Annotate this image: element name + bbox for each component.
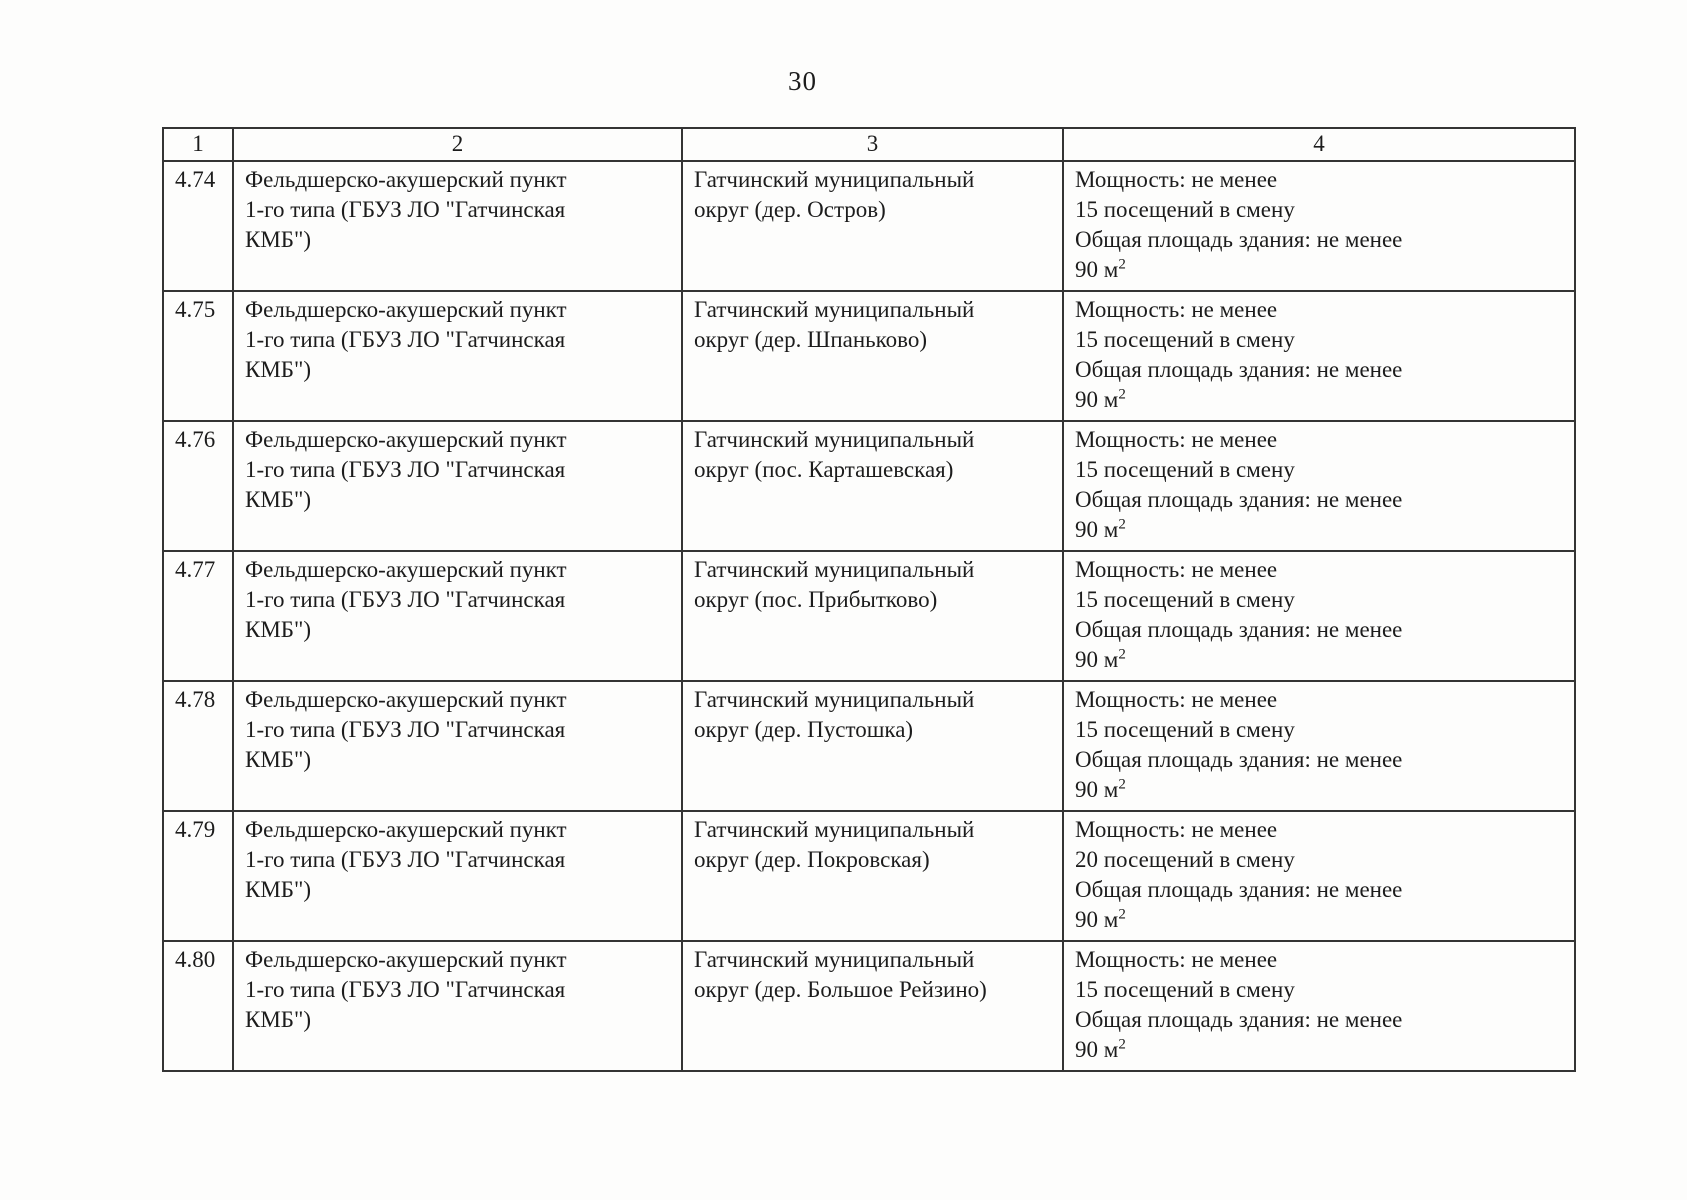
facility-line: 1-го типа (ГБУЗ ЛО "Гатчинская <box>245 717 566 742</box>
area-label-line: Общая площадь здания: не менее <box>1075 747 1403 772</box>
facility-line: КМБ") <box>245 617 312 642</box>
location-line: округ (дер. Покровская) <box>694 847 930 872</box>
facility-line: 1-го типа (ГБУЗ ЛО "Гатчинская <box>245 587 566 612</box>
capacity-label-line: Мощность: не менее <box>1075 817 1278 842</box>
requirements-cell <box>1063 551 1575 681</box>
location-cell <box>682 421 1063 551</box>
row-number-cell <box>163 551 233 681</box>
row-number: 4.76 <box>175 427 216 452</box>
area-value: 90 м <box>1075 647 1119 672</box>
capacity-label-line: Мощность: не менее <box>1075 687 1278 712</box>
area-label-line: Общая площадь здания: не менее <box>1075 487 1403 512</box>
capacity-label-line: Мощность: не менее <box>1075 947 1278 972</box>
location-line: округ (дер. Остров) <box>694 197 886 222</box>
facility-line: Фельдшерско-акушерский пункт <box>245 687 567 712</box>
facility-line: КМБ") <box>245 1007 312 1032</box>
facility-line: 1-го типа (ГБУЗ ЛО "Гатчинская <box>245 197 566 222</box>
facility-cell <box>233 811 682 941</box>
area-label-line: Общая площадь здания: не менее <box>1075 357 1403 382</box>
facility-line: КМБ") <box>245 487 312 512</box>
requirements-cell <box>1063 811 1575 941</box>
area-value-line <box>1075 1035 1566 1065</box>
table-row <box>163 551 1575 681</box>
area-label-line: Общая площадь здания: не менее <box>1075 617 1403 642</box>
facility-line: КМБ") <box>245 227 312 252</box>
facility-line: 1-го типа (ГБУЗ ЛО "Гатчинская <box>245 977 566 1002</box>
row-number: 4.80 <box>175 947 216 972</box>
location-line: Гатчинский муниципальный <box>694 947 975 972</box>
location-line: округ (пос. Прибытково) <box>694 587 938 612</box>
capacity-value-line: 20 посещений в смену <box>1075 847 1295 872</box>
facility-line: 1-го типа (ГБУЗ ЛО "Гатчинская <box>245 327 566 352</box>
facility-line: 1-го типа (ГБУЗ ЛО "Гатчинская <box>245 847 566 872</box>
facility-cell <box>233 551 682 681</box>
area-value-line <box>1075 905 1566 935</box>
area-superscript: 2 <box>1118 776 1126 793</box>
table-row <box>163 941 1575 1071</box>
capacity-value-line: 15 посещений в смену <box>1075 717 1295 742</box>
location-line: Гатчинский муниципальный <box>694 687 975 712</box>
column-header-2: 2 <box>233 128 682 161</box>
row-number-cell <box>163 941 233 1071</box>
location-line: округ (дер. Шпаньково) <box>694 327 928 352</box>
row-number-cell <box>163 421 233 551</box>
facility-line: КМБ") <box>245 357 312 382</box>
column-header-1: 1 <box>163 128 233 161</box>
area-label-line: Общая площадь здания: не менее <box>1075 877 1403 902</box>
requirements-cell <box>1063 421 1575 551</box>
area-superscript: 2 <box>1118 256 1126 273</box>
location-line: Гатчинский муниципальный <box>694 167 975 192</box>
area-value: 90 м <box>1075 907 1119 932</box>
area-value-line <box>1075 775 1566 805</box>
facility-cell <box>233 291 682 421</box>
facilities-table <box>162 127 1576 1072</box>
location-cell <box>682 681 1063 811</box>
facility-line: Фельдшерско-акушерский пункт <box>245 167 567 192</box>
table-row <box>163 291 1575 421</box>
row-number-cell <box>163 811 233 941</box>
row-number-cell <box>163 681 233 811</box>
location-line: округ (дер. Пустошка) <box>694 717 914 742</box>
location-line: Гатчинский муниципальный <box>694 427 975 452</box>
area-superscript: 2 <box>1118 1036 1126 1053</box>
capacity-label-line: Мощность: не менее <box>1075 167 1278 192</box>
facility-line: Фельдшерско-акушерский пункт <box>245 557 567 582</box>
table-header-row <box>163 128 1575 161</box>
location-line: Гатчинский муниципальный <box>694 297 975 322</box>
capacity-label-line: Мощность: не менее <box>1075 297 1278 322</box>
row-number: 4.77 <box>175 557 216 582</box>
area-superscript: 2 <box>1118 646 1126 663</box>
column-header-3: 3 <box>682 128 1063 161</box>
area-label-line: Общая площадь здания: не менее <box>1075 227 1403 252</box>
table-body <box>163 161 1575 1071</box>
location-line: округ (пос. Карташевская) <box>694 457 954 482</box>
facility-line: КМБ") <box>245 877 312 902</box>
location-cell <box>682 291 1063 421</box>
facility-cell <box>233 941 682 1071</box>
facility-line: КМБ") <box>245 747 312 772</box>
capacity-label-line: Мощность: не менее <box>1075 427 1278 452</box>
table-row <box>163 681 1575 811</box>
location-line: Гатчинский муниципальный <box>694 817 975 842</box>
facility-cell <box>233 421 682 551</box>
area-superscript: 2 <box>1118 906 1126 923</box>
row-number-cell <box>163 161 233 291</box>
location-cell <box>682 161 1063 291</box>
area-superscript: 2 <box>1118 386 1126 403</box>
area-value: 90 м <box>1075 517 1119 542</box>
area-value: 90 м <box>1075 777 1119 802</box>
area-value: 90 м <box>1075 387 1119 412</box>
capacity-value-line: 15 посещений в смену <box>1075 457 1295 482</box>
area-value: 90 м <box>1075 257 1119 282</box>
facility-line: 1-го типа (ГБУЗ ЛО "Гатчинская <box>245 457 566 482</box>
area-value-line <box>1075 645 1566 675</box>
row-number: 4.74 <box>175 167 216 192</box>
location-line: округ (дер. Большое Рейзино) <box>694 977 987 1002</box>
location-line: Гатчинский муниципальный <box>694 557 975 582</box>
page-number: 30 <box>788 66 817 96</box>
location-cell <box>682 941 1063 1071</box>
table-row <box>163 811 1575 941</box>
row-number: 4.75 <box>175 297 216 322</box>
location-cell <box>682 551 1063 681</box>
area-value-line <box>1075 385 1566 415</box>
table-row <box>163 421 1575 551</box>
area-value-line <box>1075 515 1566 545</box>
facility-line: Фельдшерско-акушерский пункт <box>245 297 567 322</box>
requirements-cell <box>1063 161 1575 291</box>
requirements-cell <box>1063 291 1575 421</box>
capacity-value-line: 15 посещений в смену <box>1075 327 1295 352</box>
capacity-value-line: 15 посещений в смену <box>1075 197 1295 222</box>
capacity-label-line: Мощность: не менее <box>1075 557 1278 582</box>
row-number-cell <box>163 291 233 421</box>
row-number: 4.78 <box>175 687 216 712</box>
facility-line: Фельдшерско-акушерский пункт <box>245 817 567 842</box>
area-value: 90 м <box>1075 1037 1119 1062</box>
location-cell <box>682 811 1063 941</box>
area-superscript: 2 <box>1118 516 1126 533</box>
requirements-cell <box>1063 681 1575 811</box>
column-header-4: 4 <box>1063 128 1575 161</box>
requirements-cell <box>1063 941 1575 1071</box>
area-label-line: Общая площадь здания: не менее <box>1075 1007 1403 1032</box>
capacity-value-line: 15 посещений в смену <box>1075 977 1295 1002</box>
facility-line: Фельдшерско-акушерский пункт <box>245 427 567 452</box>
row-number: 4.79 <box>175 817 216 842</box>
facility-cell <box>233 681 682 811</box>
capacity-value-line: 15 посещений в смену <box>1075 587 1295 612</box>
facility-line: Фельдшерско-акушерский пункт <box>245 947 567 972</box>
area-value-line <box>1075 255 1566 285</box>
table-row <box>163 161 1575 291</box>
facility-cell <box>233 161 682 291</box>
